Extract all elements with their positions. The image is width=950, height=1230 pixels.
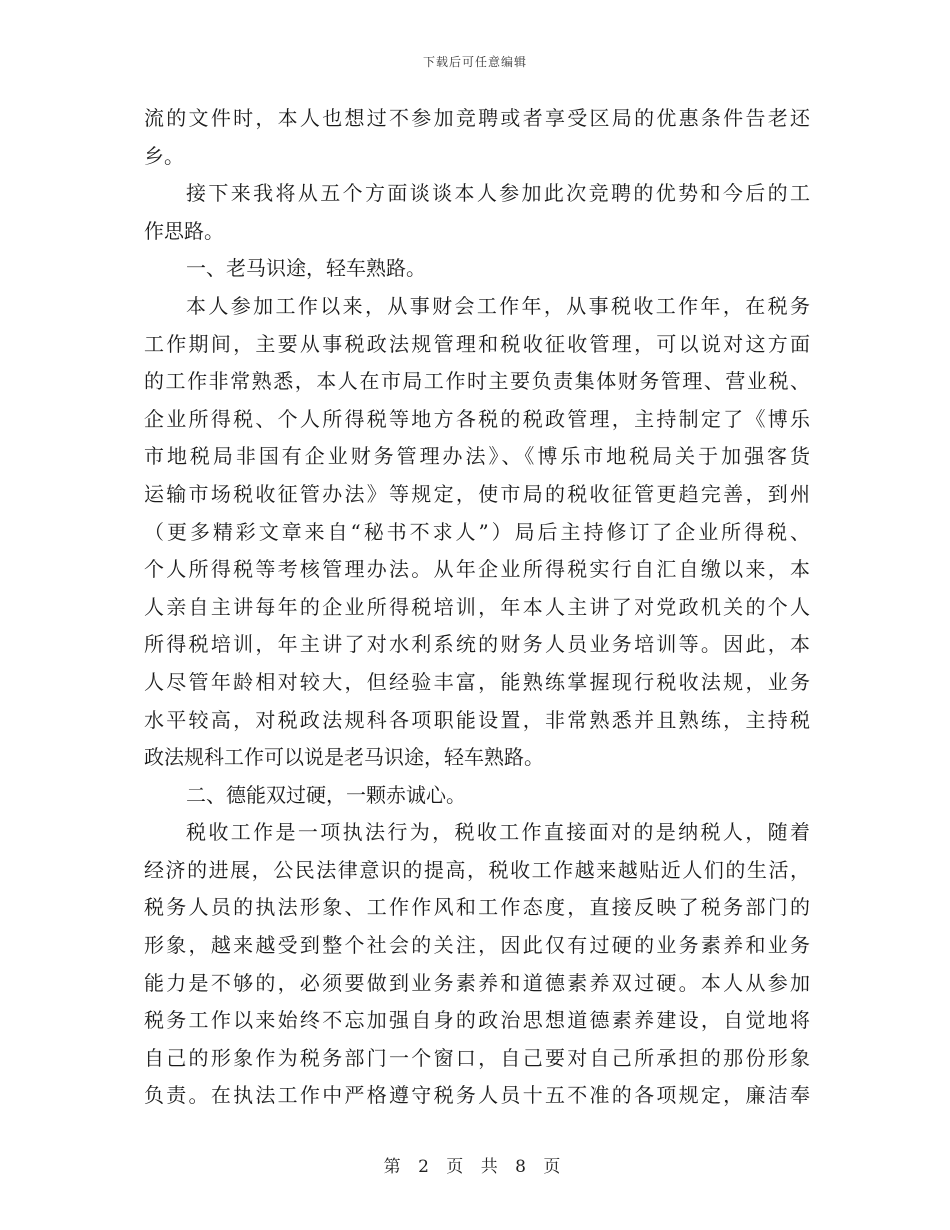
text-line: 形象，越来越受到整个社会的关注，因此仅有过硬的业务素养和业务	[144, 933, 810, 958]
text-line: 税收工作是一项执法行为，税收工作直接面对的是纳税人，随着	[186, 820, 810, 845]
text-line: 所得税培训，年主讲了对水利系统的财务人员业务培训等。因此，本	[144, 632, 810, 657]
text-line: 流的文件时，本人也想过不参加竞聘或者享受区局的优惠条件告老还	[144, 106, 810, 130]
text-line: 运输市场税收征管办法》等规定，使市局的税收征管更趋完善，到州	[144, 481, 810, 506]
text-line: 二、德能双过硬，一颗赤诚心。	[186, 782, 466, 807]
text-line: 市地税局非国有企业财务管理办法》、《博乐市地税局关于加强客货	[144, 444, 810, 469]
text-line: 作思路。	[144, 218, 224, 243]
page-footer: 第 2 页 共 8 页	[383, 1157, 567, 1177]
text-line: 税务人员的执法形象、工作作风和工作态度，直接反映了税务部门的	[144, 895, 810, 920]
text-line: 人尽管年龄相对较大，但经验丰富，能熟练掌握现行税收法规，业务	[144, 669, 810, 694]
text-line: 企业所得税、个人所得税等地方各税的税政管理，主持制定了《博乐	[144, 406, 810, 431]
text-line: 乡。	[144, 143, 184, 168]
text-line: 的工作非常熟悉，本人在市局工作时主要负责集体财务管理、营业税、	[144, 369, 810, 394]
text-line: 负责。在执法工作中严格遵守税务人员十五不准的各项规定，廉洁奉	[144, 1083, 810, 1108]
text-line: 接下来我将从五个方面谈谈本人参加此次竞聘的优势和今后的工	[186, 181, 810, 206]
page-header: 下载后可任意编辑	[422, 55, 527, 69]
text-line: 能力是不够的，必须要做到业务素养和道德素养双过硬。本人从参加	[144, 970, 810, 995]
text-line: （更多精彩文章来自“秘书不求人”）局后主持修订了企业所得税、	[144, 519, 810, 544]
text-line: 本人参加工作以来，从事财会工作年，从事税收工作年，在税务	[186, 293, 810, 318]
text-line: 经济的进展，公民法律意识的提高，税收工作越来越贴近人们的生活，	[144, 857, 810, 882]
text-line: 一、老马识途，轻车熟路。	[186, 256, 426, 281]
document-body	[144, 100, 810, 1115]
text-line: 自己的形象作为税务部门一个窗口，自己要对自己所承担的那份形象	[144, 1045, 810, 1070]
text-line: 水平较高，对税政法规科各项职能设置，非常熟悉并且熟练，主持税	[144, 707, 810, 732]
text-line: 税务工作以来始终不忘加强自身的政治思想道德素养建设，自觉地将	[144, 1008, 810, 1033]
text-line: 个人所得税等考核管理办法。从年企业所得税实行自汇自缴以来，本	[144, 557, 810, 582]
text-line: 人亲自主讲每年的企业所得税培训，年本人主讲了对党政机关的个人	[144, 594, 810, 619]
text-line: 政法规科工作可以说是老马识途，轻车熟路。	[144, 745, 544, 770]
text-line: 工作期间，主要从事税政法规管理和税收征收管理，可以说对这方面	[144, 331, 810, 356]
